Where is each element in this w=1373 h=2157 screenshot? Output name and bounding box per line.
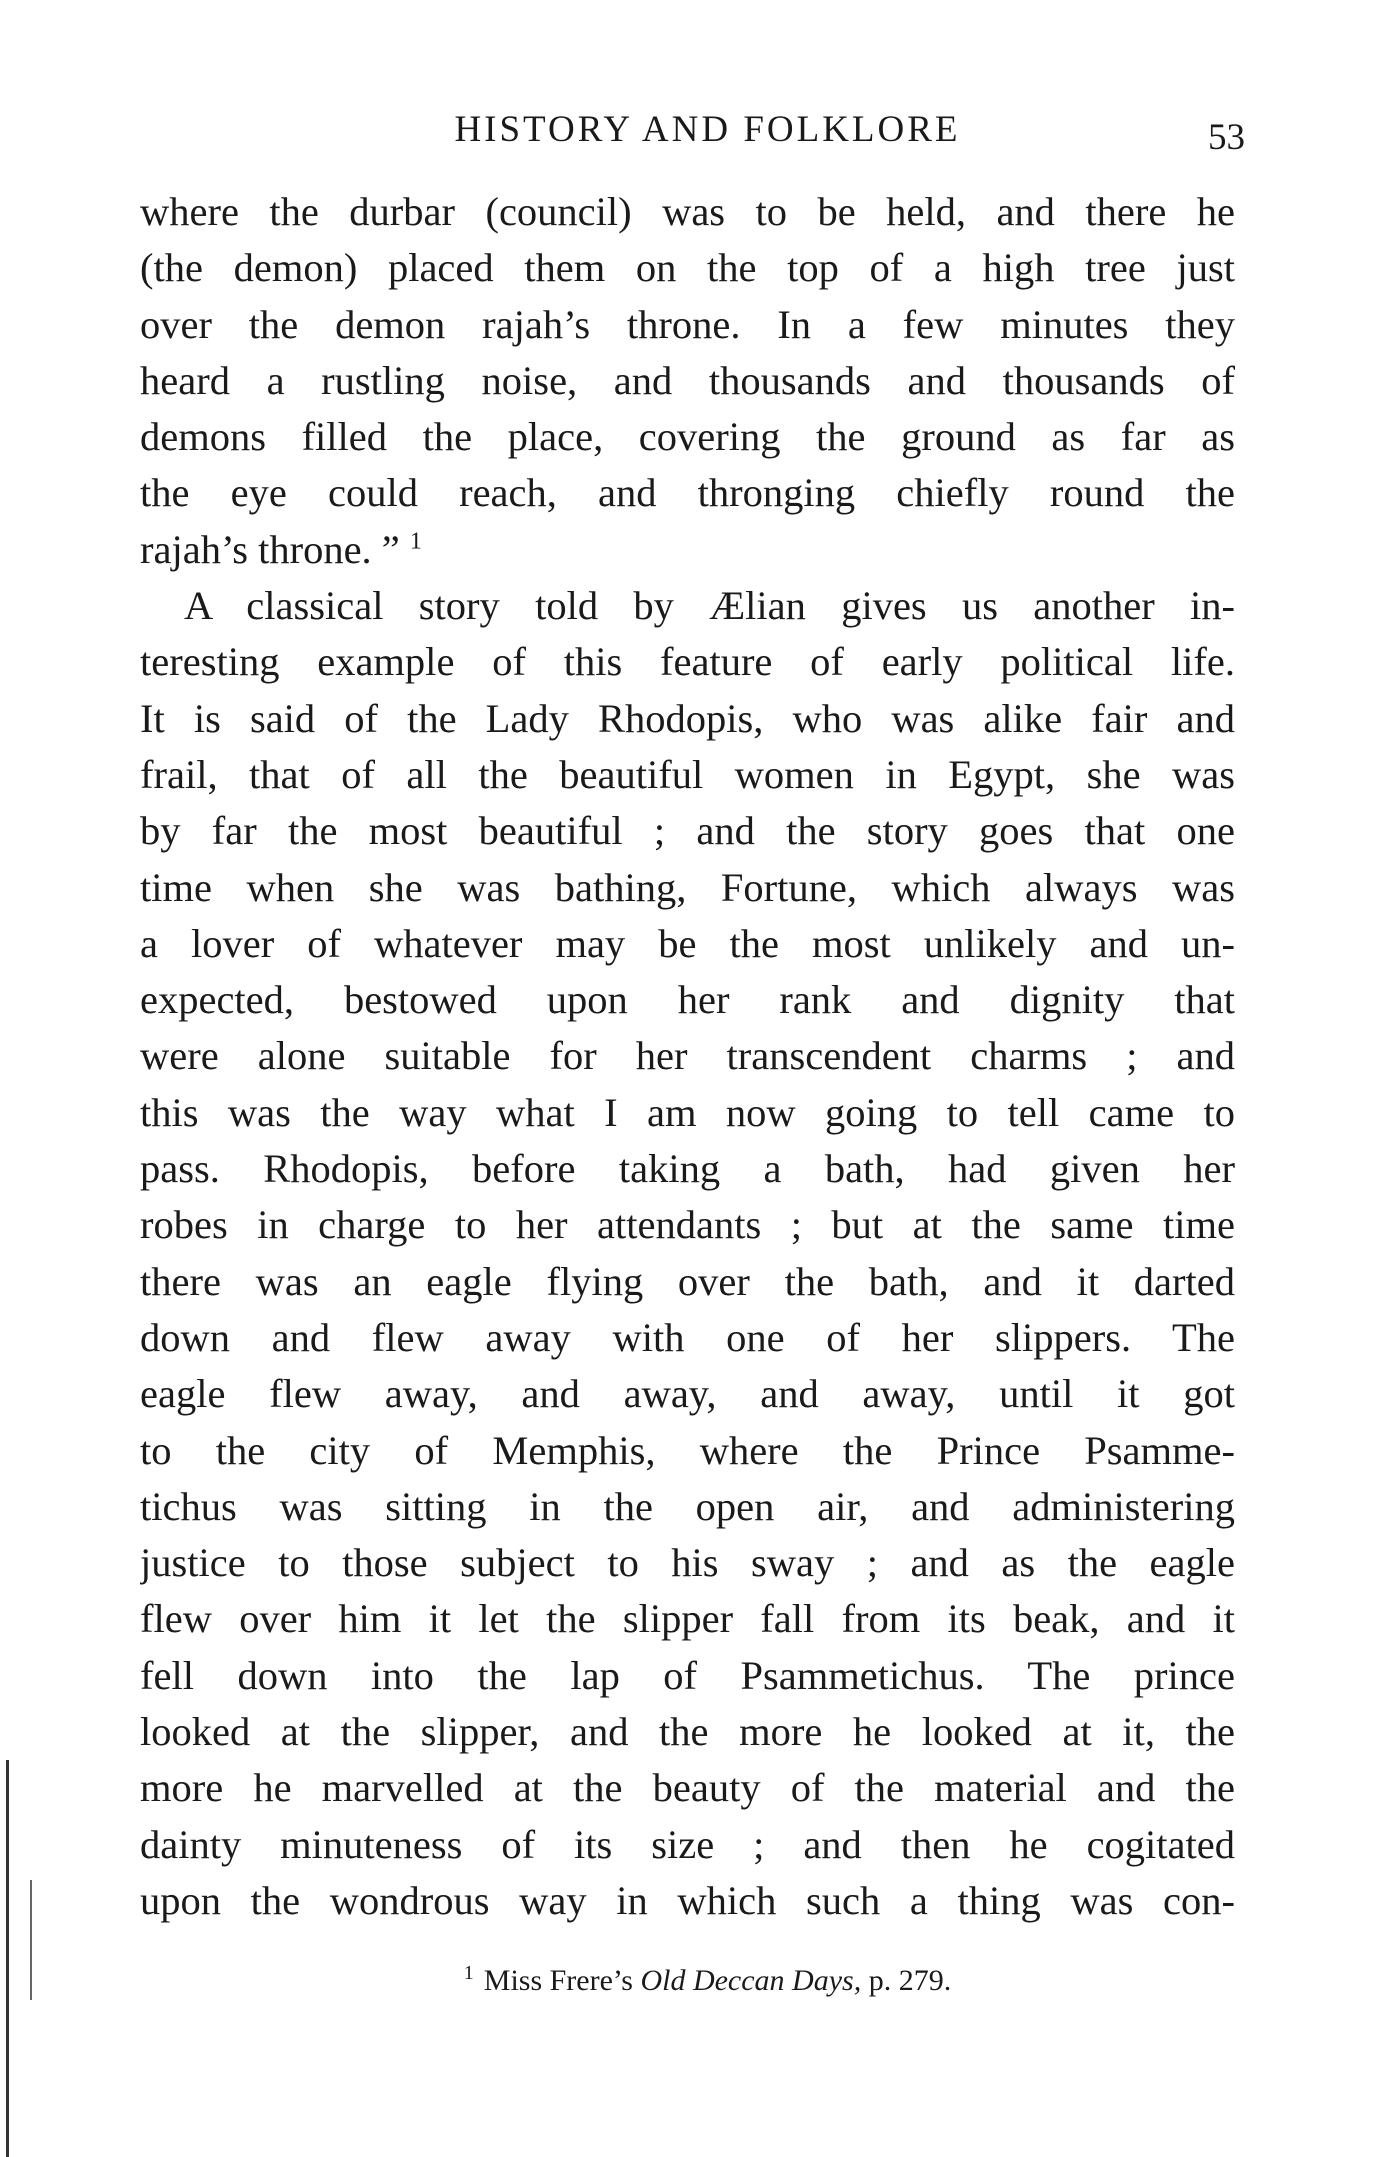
text-line: to the city of Memphis, where the Prince Psamme-	[140, 1427, 1235, 1473]
footnote	[140, 1964, 1235, 1998]
footnote-work-title: Old Deccan Days,	[640, 1964, 862, 1997]
text-line: the eye could reach, and thronging chiefly round the	[140, 470, 1235, 516]
text-line: demons filled the place, covering the ground as far as	[140, 414, 1235, 460]
text-line: frail, that of all the beautiful women in Egypt, she was	[140, 751, 1235, 797]
text-line: over the demon rajah’s throne. In a few minutes they	[140, 301, 1235, 347]
text-line: fell down into the lap of Psammetichus. The prince	[140, 1652, 1235, 1698]
text-line: a lover of whatever may be the most unlikely and un-	[140, 920, 1235, 966]
body-text	[140, 184, 1235, 1929]
text-line-paragraph-start: A classical story told by Ælian gives us another in-	[184, 583, 1235, 629]
text-line: pass. Rhodopis, before taking a bath, had given her	[140, 1146, 1235, 1192]
page-edge-shadow	[30, 1880, 32, 2000]
footnote-reference: 1	[409, 528, 422, 555]
page-edge-shadow	[6, 1760, 9, 2157]
text-line: more he marvelled at the beauty of the material and the	[140, 1765, 1235, 1811]
text-line: where the durbar (council) was to be held, and there he	[140, 189, 1235, 234]
page-number: 53	[1208, 117, 1245, 158]
text-line: eagle flew away, and away, and away, until it got	[140, 1371, 1235, 1417]
text-line: by far the most beautiful ; and the story goes that one	[140, 808, 1235, 854]
text-line: were alone suitable for her transcendent charms ; and	[140, 1033, 1235, 1079]
text-line: looked at the slipper, and the more he looked at it, the	[140, 1709, 1235, 1755]
text-line: heard a rustling noise, and thousands and thousands of	[140, 357, 1235, 403]
text-line: upon the wondrous way in which such a thing was con-	[140, 1877, 1235, 1923]
text-line: flew over him it let the slipper fall from its beak, and it	[140, 1596, 1235, 1642]
text-line-paragraph-end	[140, 522, 1235, 578]
text-line: dainty minuteness of its size ; and then he cogitated	[140, 1821, 1235, 1867]
running-head	[140, 108, 1245, 158]
text-line: robes in charge to her attendants ; but at the same time	[140, 1202, 1235, 1248]
text-line: tichus was sitting in the open air, and administering	[140, 1483, 1235, 1529]
text-line: down and flew away with one of her slippers. The	[140, 1314, 1235, 1360]
text-line: this was the way what I am now going to tell came to	[140, 1089, 1235, 1135]
footnote-author: Miss Frere’s	[483, 1964, 633, 1997]
footnote-marker: 1	[463, 1962, 474, 1984]
text-line: there was an eagle flying over the bath, and it darted	[140, 1258, 1235, 1304]
text-line: teresting example of this feature of early political life.	[140, 639, 1235, 685]
text-line: (the demon) placed them on the top of a high tree just	[140, 245, 1235, 291]
footnote-page: p. 279.	[868, 1964, 952, 1997]
text-line: justice to those subject to his sway ; and as the eagle	[140, 1540, 1235, 1586]
running-title: HISTORY AND FOLKLORE	[454, 109, 961, 150]
text-line: It is said of the Lady Rhodopis, who was alike fair and	[140, 695, 1235, 741]
text-line: time when she was bathing, Fortune, which always was	[140, 864, 1235, 910]
text-line-content: rajah’s throne. ”	[140, 526, 400, 572]
text-line: expected, bestowed upon her rank and dignity that	[140, 977, 1235, 1023]
